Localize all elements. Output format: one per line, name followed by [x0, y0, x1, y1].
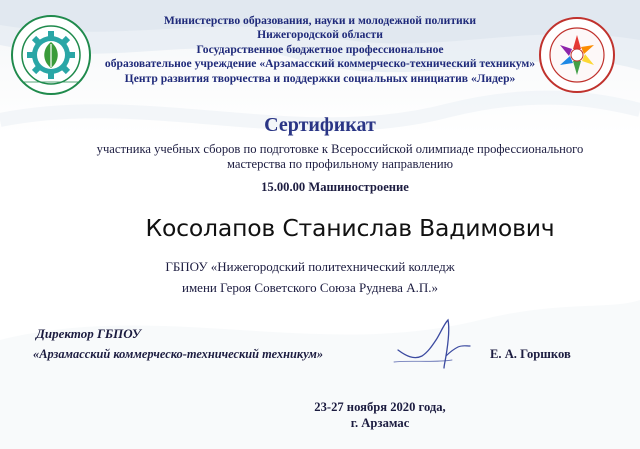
- recipient-college: [70, 256, 550, 298]
- header-line-institution-type: Государственное бюджетное профессиональное: [196, 42, 444, 56]
- subtitle-line-1: участника учебных сборов по подготовке к Всероссийской олимпиаде профессионального: [96, 142, 584, 156]
- certificate-subtitle: [40, 142, 640, 172]
- recipient-name: Косолапов Станислав Вадимович: [145, 214, 555, 242]
- header-line-center: Центр развития творчества и поддержки социальных инициатив «Лидер»: [124, 71, 516, 85]
- signatory-organization: «Арзамасский коммерческо-технический техникум»: [33, 347, 324, 361]
- college-line-2: имени Героя Советского Союза Руднева А.П.»: [182, 280, 438, 295]
- college-line-1: ГБПОУ «Нижегородский политехнический колледж: [165, 259, 455, 274]
- header-line-region: Нижегородской области: [257, 28, 383, 42]
- issuing-organization-header: [95, 14, 545, 86]
- signatory-title: Директор ГБПОУ: [36, 326, 141, 341]
- header-line-institution-name: образовательное учреждение «Арзамасский коммерческо-технический техникум»: [104, 57, 536, 71]
- signatory-name: Е. А. Горшков: [490, 347, 571, 361]
- subtitle-line-2: мастерства по профильному направлению: [226, 157, 454, 171]
- event-dates: 23-27 ноября 2020 года,: [314, 400, 446, 414]
- profile-direction: 15.00.00 Машиностроение: [261, 180, 409, 194]
- handwritten-signature-icon: [392, 316, 482, 370]
- certificate-title: Сертификат: [264, 114, 376, 136]
- certificate-date-place: [280, 399, 480, 431]
- leader-center-emblem-icon: [538, 14, 616, 96]
- college-emblem-icon: [10, 14, 92, 96]
- header-line-ministry: Министерство образования, науки и молодежной политики: [163, 14, 477, 27]
- event-place: г. Арзамас: [350, 416, 410, 430]
